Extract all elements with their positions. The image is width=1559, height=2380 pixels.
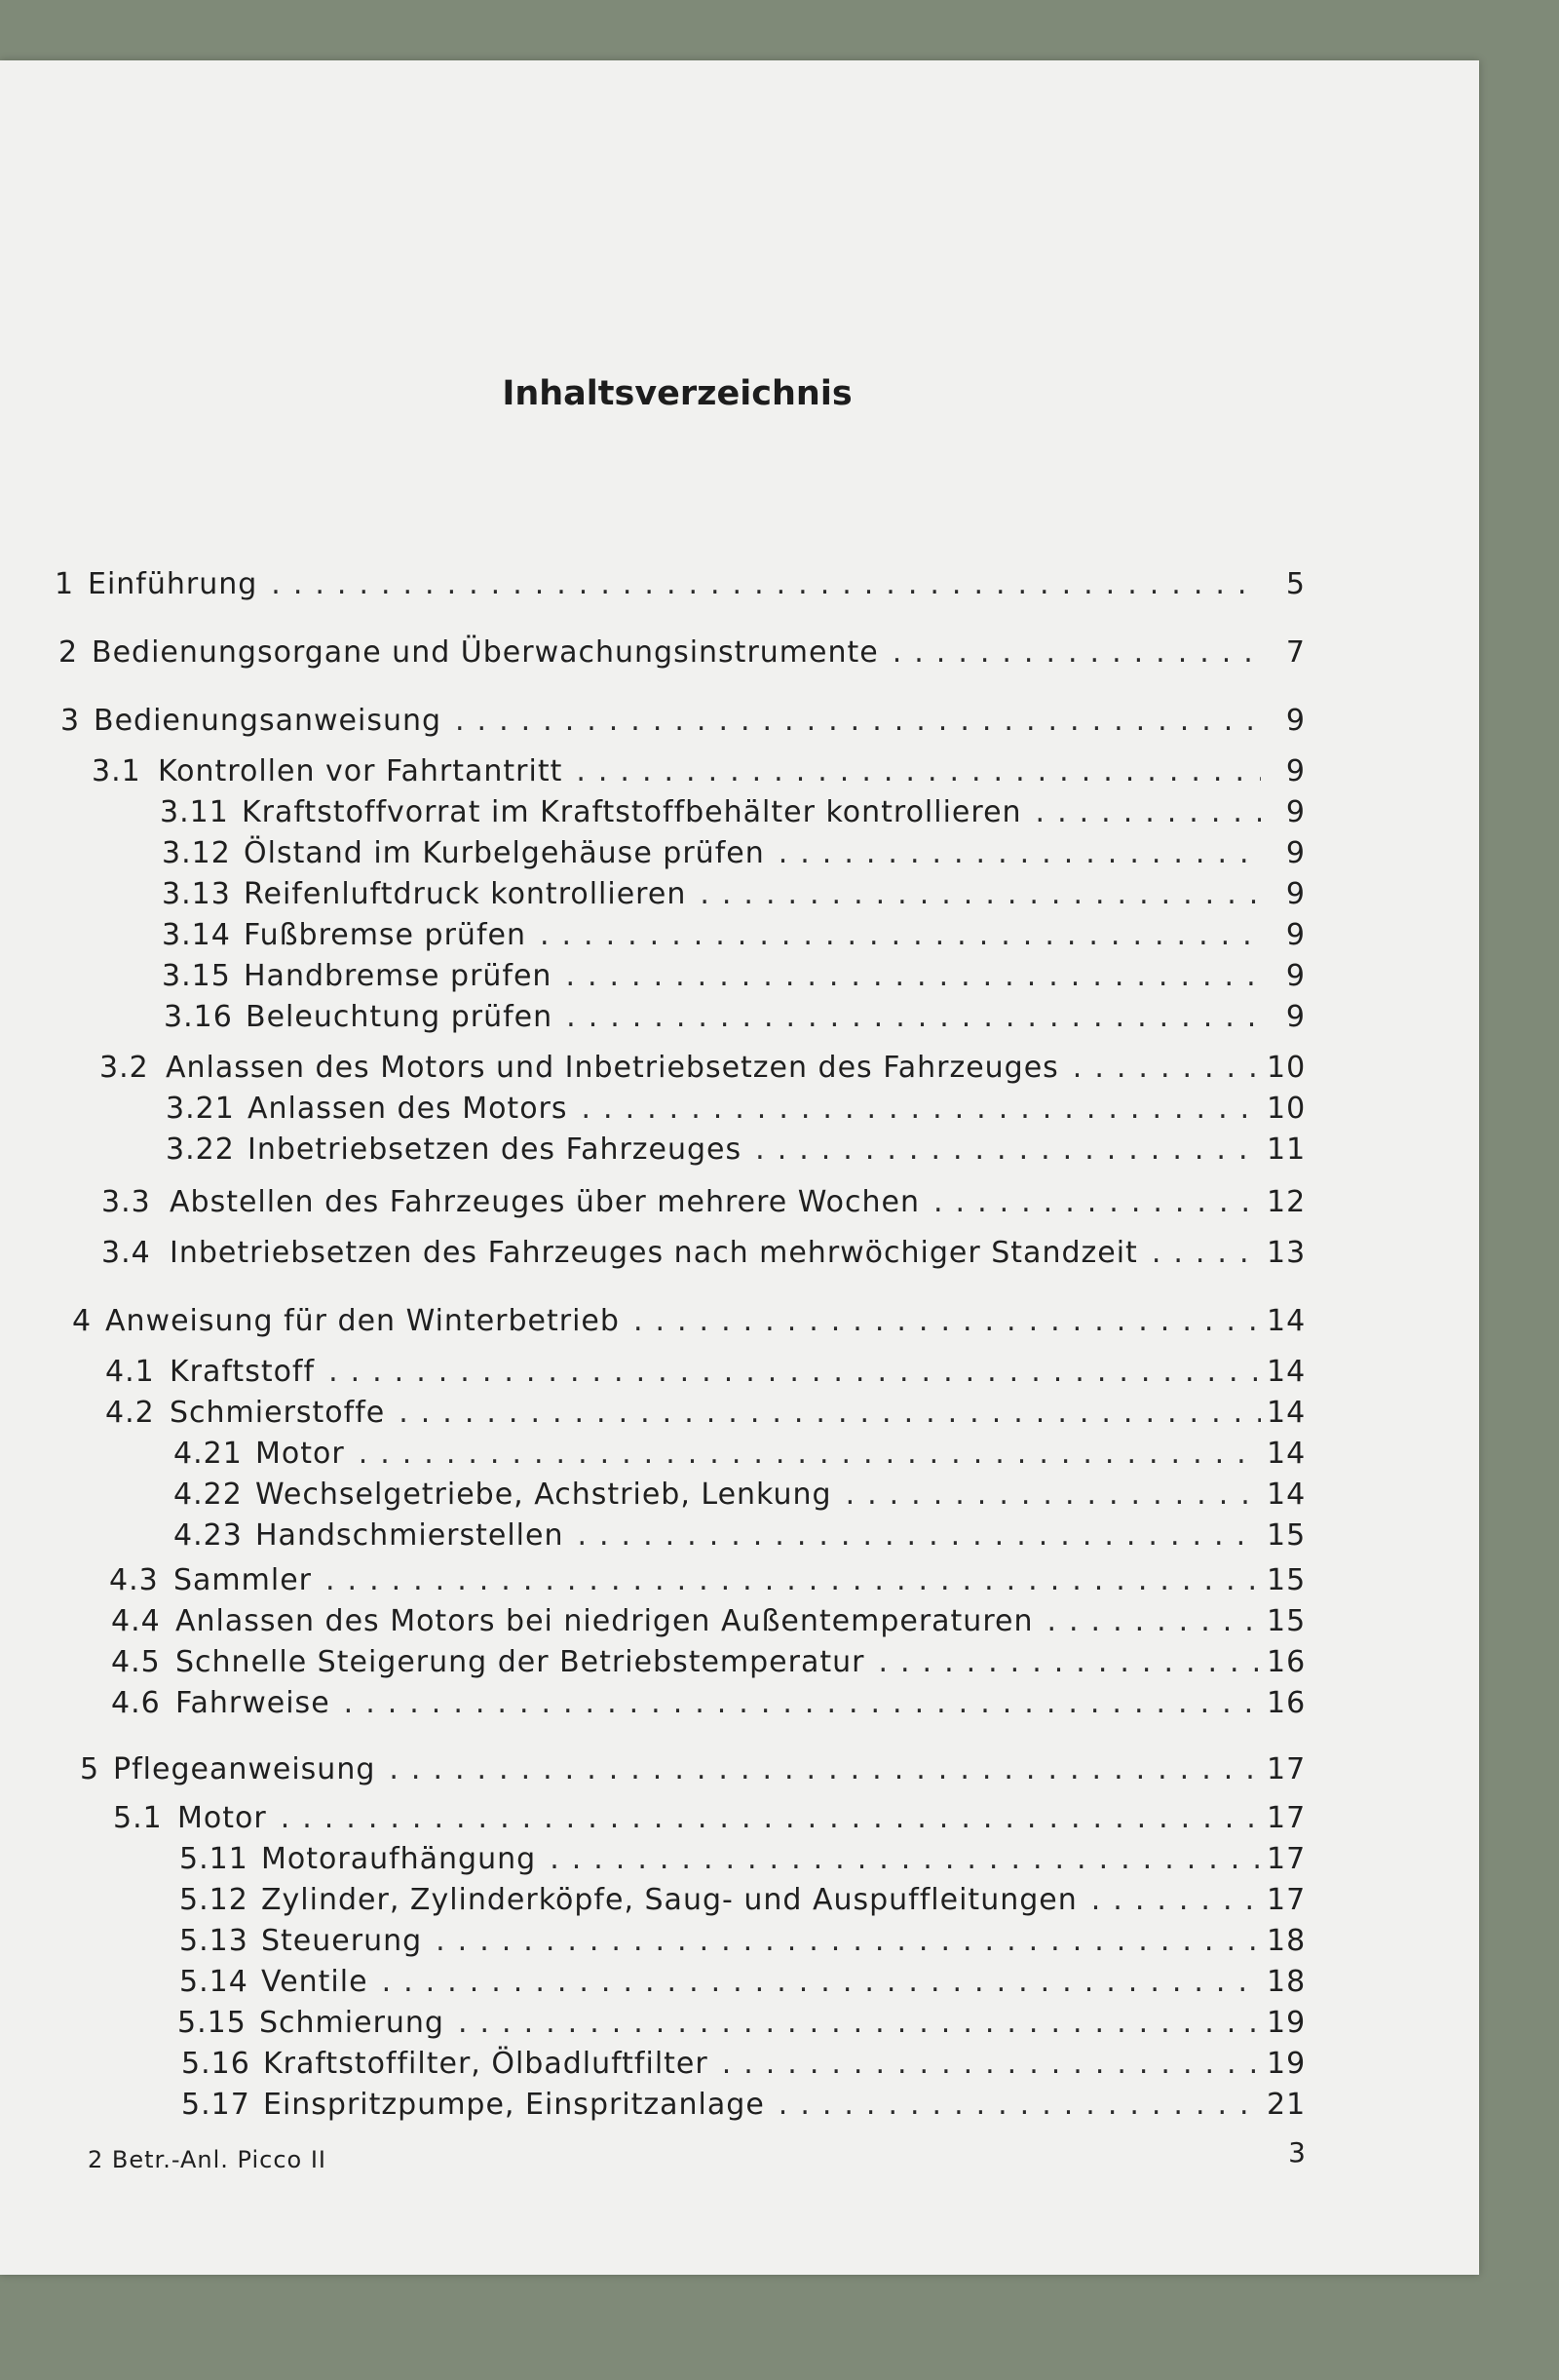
toc-number: 5 [80, 1752, 100, 1786]
toc-page: 13 [1267, 1236, 1307, 1270]
toc-entry [0, 1563, 1306, 1602]
toc-label: Fußbremse prüfen [244, 918, 526, 952]
toc-label: Kraftstoff [170, 1355, 316, 1389]
toc-page: 9 [1285, 877, 1306, 911]
dot-leader [328, 1355, 1261, 1389]
toc-entry [0, 959, 1306, 998]
toc-label: Bedienungsanweisung [94, 704, 442, 738]
dot-leader [281, 1801, 1261, 1835]
toc-label: Kontrollen vor Fahrtantritt [158, 754, 563, 788]
toc-label: Schmierung [259, 2006, 444, 2040]
dot-leader [700, 877, 1261, 911]
toc-page: 9 [1285, 704, 1306, 738]
toc-label: Ventile [261, 1965, 368, 1999]
toc-page: 7 [1285, 635, 1306, 670]
toc-label: Kraftstoffilter, Ölbadluftfilter [263, 2047, 708, 2081]
toc-label: Fahrweise [175, 1686, 330, 1720]
toc-number: 3.22 [166, 1132, 235, 1167]
toc-label: Zylinder, Zylinderköpfe, Saug- und Auspuffleitungen [261, 1883, 1078, 1917]
dot-leader [271, 567, 1261, 601]
toc-number: 4.22 [173, 1478, 243, 1512]
toc-number: 3.1 [92, 754, 141, 788]
toc-page: 14 [1267, 1396, 1307, 1430]
document-page [0, 60, 1479, 2275]
toc-page: 9 [1285, 918, 1306, 952]
toc-number: 3.21 [166, 1092, 235, 1126]
dot-leader [359, 1437, 1261, 1471]
dot-leader [458, 2006, 1261, 2040]
toc-entry [0, 877, 1306, 916]
dot-leader [1152, 1236, 1261, 1270]
toc-entry [0, 2006, 1306, 2045]
toc-label: Anlassen des Motors [247, 1092, 568, 1126]
toc-entry [0, 1478, 1306, 1516]
toc-entry [0, 1051, 1306, 1090]
toc-entry [0, 1437, 1306, 1476]
toc-entry [0, 1924, 1306, 1963]
toc-number: 4.3 [109, 1563, 159, 1597]
dot-leader [399, 1396, 1261, 1430]
toc-label: Motoraufhängung [261, 1842, 537, 1876]
toc-number: 3 [60, 704, 81, 738]
toc-number: 4 [72, 1304, 93, 1338]
page-title: Inhaltsverzeichnis [502, 374, 853, 413]
toc-number: 5.13 [179, 1924, 248, 1958]
toc-label: Inbetriebsetzen des Fahrzeuges nach mehrwöchiger Standzeit [170, 1236, 1138, 1270]
toc-number: 4.4 [111, 1604, 161, 1638]
toc-entry [0, 1304, 1306, 1343]
toc-page: 15 [1267, 1518, 1307, 1553]
toc-page: 9 [1285, 836, 1306, 870]
dot-leader [582, 1092, 1261, 1126]
toc-entry [0, 1752, 1306, 1791]
dot-leader [755, 1132, 1261, 1167]
toc-number: 3.15 [162, 959, 231, 993]
toc-page: 14 [1267, 1478, 1307, 1512]
toc-page: 19 [1267, 2047, 1307, 2081]
toc-entry [0, 1236, 1306, 1275]
toc-label: Motor [177, 1801, 267, 1835]
toc-page: 9 [1285, 1000, 1306, 1034]
dot-leader [893, 635, 1261, 670]
toc-page: 17 [1267, 1883, 1307, 1917]
dot-leader [577, 1518, 1261, 1553]
toc-page: 16 [1267, 1686, 1307, 1720]
toc-entry [0, 1092, 1306, 1131]
toc-label: Einspritzpumpe, Einspritzanlage [263, 2088, 765, 2122]
toc-number: 5.11 [179, 1842, 248, 1876]
dot-leader [1091, 1883, 1261, 1917]
toc-entry [0, 635, 1306, 674]
toc-number: 3.11 [160, 795, 229, 829]
toc-entry [0, 1396, 1306, 1435]
toc-number: 5.12 [179, 1883, 248, 1917]
toc-entry [0, 1132, 1306, 1171]
toc-label: Pflegeanweisung [113, 1752, 376, 1786]
toc-number: 5.17 [181, 2088, 250, 2122]
dot-leader [436, 1924, 1261, 1958]
toc-entry [0, 1842, 1306, 1881]
dot-leader [550, 1842, 1261, 1876]
toc-entry [0, 1645, 1306, 1684]
toc-entry [0, 1185, 1306, 1224]
dot-leader [722, 2047, 1261, 2081]
dot-leader [389, 1752, 1261, 1786]
toc-page: 5 [1285, 567, 1306, 601]
toc-number: 3.12 [162, 836, 231, 870]
dot-leader [382, 1965, 1261, 1999]
toc-label: Sammler [173, 1563, 312, 1597]
toc-number: 3.16 [164, 1000, 233, 1034]
dot-leader [565, 959, 1261, 993]
toc-page: 14 [1267, 1304, 1307, 1338]
toc-label: Schmierstoffe [170, 1396, 386, 1430]
toc-number: 4.2 [105, 1396, 155, 1430]
toc-page: 15 [1267, 1563, 1307, 1597]
toc-entry [0, 704, 1306, 743]
toc-number: 3.13 [162, 877, 231, 911]
footer-note: 2 Betr.-Anl. Picco II [88, 2146, 326, 2173]
toc-label: Inbetriebsetzen des Fahrzeuges [247, 1132, 742, 1167]
toc-label: Anweisung für den Winterbetrieb [105, 1304, 620, 1338]
toc-label: Ölstand im Kurbelgehäuse prüfen [244, 836, 765, 870]
toc-label: Anlassen des Motors und Inbetriebsetzen des Fahrzeuges [166, 1051, 1059, 1085]
toc-entry [0, 1355, 1306, 1394]
toc-page: 21 [1267, 2088, 1307, 2122]
toc-label: Bedienungsorgane und Überwachungsinstrumente [92, 635, 879, 670]
toc-number: 3.14 [162, 918, 231, 952]
dot-leader [344, 1686, 1261, 1720]
toc-page: 14 [1267, 1355, 1307, 1389]
toc-number: 4.1 [105, 1355, 155, 1389]
toc-entry [0, 1883, 1306, 1922]
toc-page: 9 [1285, 795, 1306, 829]
toc-number: 4.6 [111, 1686, 161, 1720]
toc-number: 4.23 [173, 1518, 243, 1553]
toc-entry [0, 567, 1306, 606]
toc-label: Abstellen des Fahrzeuges über mehrere Wochen [170, 1185, 920, 1219]
toc-entry [0, 918, 1306, 957]
toc-page: 9 [1285, 959, 1306, 993]
dot-leader [633, 1304, 1261, 1338]
dot-leader [566, 1000, 1261, 1034]
toc-entry [0, 2088, 1306, 2127]
toc-number: 5.14 [179, 1965, 248, 1999]
toc-entry [0, 1801, 1306, 1840]
dot-leader [846, 1478, 1261, 1512]
toc-number: 5.16 [181, 2047, 250, 2081]
toc-page: 10 [1267, 1092, 1307, 1126]
toc-label: Steuerung [261, 1924, 423, 1958]
toc-entry [0, 795, 1306, 834]
toc-label: Anlassen des Motors bei niedrigen Außentemperaturen [175, 1604, 1034, 1638]
dot-leader [1073, 1051, 1261, 1085]
toc-page: 19 [1267, 2006, 1307, 2040]
page-number: 3 [1288, 2136, 1306, 2169]
toc-number: 5.15 [177, 2006, 247, 2040]
toc-page: 18 [1267, 1924, 1307, 1958]
toc-page: 10 [1267, 1051, 1307, 1085]
toc-entry [0, 836, 1306, 875]
toc-page: 9 [1285, 754, 1306, 788]
toc-page: 17 [1267, 1752, 1307, 1786]
toc-number: 1 [55, 567, 75, 601]
toc-page: 17 [1267, 1842, 1307, 1876]
toc-page: 15 [1267, 1604, 1307, 1638]
toc-entry [0, 1686, 1306, 1725]
toc-page: 11 [1267, 1132, 1307, 1167]
toc-entry [0, 1000, 1306, 1039]
toc-label: Kraftstoffvorrat im Kraftstoffbehälter kontrollieren [242, 795, 1022, 829]
dot-leader [325, 1563, 1261, 1597]
dot-leader [1046, 1604, 1261, 1638]
toc-number: 3.3 [101, 1185, 151, 1219]
toc-entry [0, 1518, 1306, 1557]
toc-page: 18 [1267, 1965, 1307, 1999]
toc-page: 12 [1267, 1185, 1307, 1219]
toc-label: Reifenluftdruck kontrollieren [244, 877, 687, 911]
toc-number: 3.4 [101, 1236, 151, 1270]
toc-number: 2 [58, 635, 79, 670]
toc-entry [0, 2047, 1306, 2086]
dot-leader [779, 836, 1261, 870]
dot-leader [1036, 795, 1261, 829]
toc-number: 4.21 [173, 1437, 243, 1471]
toc-label: Motor [255, 1437, 345, 1471]
toc-label: Einführung [88, 567, 258, 601]
toc-label: Handbremse prüfen [244, 959, 552, 993]
toc-number: 3.2 [99, 1051, 149, 1085]
toc-page: 14 [1267, 1437, 1307, 1471]
dot-leader [933, 1185, 1261, 1219]
toc-label: Beleuchtung prüfen [246, 1000, 553, 1034]
dot-leader [540, 918, 1261, 952]
toc-label: Wechselgetriebe, Achstrieb, Lenkung [255, 1478, 832, 1512]
toc-page: 16 [1267, 1645, 1307, 1679]
dot-leader [779, 2088, 1261, 2122]
toc-label: Handschmierstellen [255, 1518, 564, 1553]
toc-label: Schnelle Steigerung der Betriebstemperatur [175, 1645, 865, 1679]
toc-entry [0, 1604, 1306, 1643]
toc-entry [0, 754, 1306, 793]
dot-leader [878, 1645, 1261, 1679]
dot-leader [576, 754, 1261, 788]
toc-page: 17 [1267, 1801, 1307, 1835]
toc-number: 5.1 [113, 1801, 163, 1835]
toc-number: 4.5 [111, 1645, 161, 1679]
toc-entry [0, 1965, 1306, 2004]
dot-leader [455, 704, 1261, 738]
